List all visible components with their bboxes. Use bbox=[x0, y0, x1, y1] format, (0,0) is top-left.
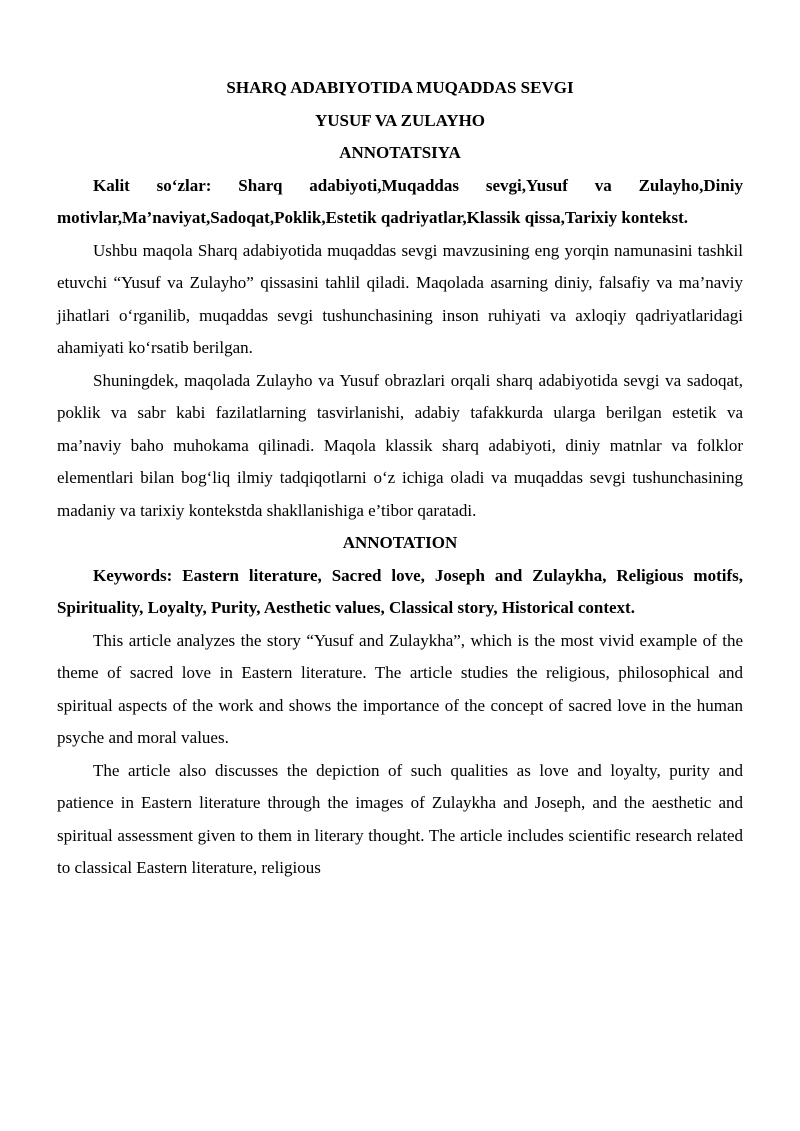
abstract-paragraph-uzbek-1: Ushbu maqola Sharq adabiyotida muqaddas sevgi mavzusining eng yorqin namunasini tashkil etuvchi “Yusuf va Zulayho” qissasini tahlil qiladi. Maqolada asarning diniy, falsafiy va ma’naviy jihatlari oʻrganilib, muqaddas sevgi tushunchasining inson ruhiyati va axloqiy qadriyatlaridagi ahamiyati koʻrsatib berilgan. bbox=[57, 240, 743, 357]
abstract-paragraph-english-1: This article analyzes the story “Yusuf and Zulaykha”, which is the most vivid example of the theme of sacred love in Eastern literature. The article studies the religious, philosophical and spiritual aspects of the work and shows the importance of the concept of sacred love in the human psyche and moral values. bbox=[57, 630, 743, 747]
abstract-paragraph-uzbek-2: Shuningdek, maqolada Zulayho va Yusuf obrazlari orqali sharq adabiyotida sevgi va sadoqat, poklik va sabr kabi fazilatlarning tasvirlanishi, adabiy tafakkurda ularga berilgan estetik va ma’naviy baho muhokama qilinadi. Maqola klassik sharq adabiyoti, diniy matnlar va folklor elementlari bilan bogʻliq ilmiy tadqiqotlarni oʻz ichiga oladi va muqaddas sevgi tushunchasining madaniy va tarixiy kontekstda shakllanishiga e’tibor qaratadi. bbox=[57, 370, 743, 520]
document-subtitle: YUSUF VA ZULAYHO bbox=[314, 110, 486, 130]
keywords-paragraph-english: Keywords: Eastern literature, Sacred love, Joseph and Zulaykha, Religious motifs, Spirituality, Loyalty, Purity, Aesthetic values, Classical story, Historical context. bbox=[57, 565, 743, 617]
keywords-paragraph-uzbek: Kalit soʻzlar: Sharq adabiyoti,Muqaddas sevgi,Yusuf va Zulayho,Diniy motivlar,Ma’naviyat,Sadoqat,Poklik,Estetik qadriyatlar,Klassik qissa,Tarixiy kontekst. bbox=[57, 175, 743, 227]
section-heading-annotation: ANNOTATION bbox=[342, 533, 458, 552]
abstract-paragraph-english-2: The article also discusses the depiction of such qualities as love and loyalty, purity and patience in Eastern literature through the images of Zulaykha and Joseph, and the aesthetic and spiritual assessment given to them in literary thought. The article includes scientific research related to classical Eastern literature, religious bbox=[57, 760, 743, 877]
section-heading-annotatsiya: ANNOTATSIYA bbox=[339, 143, 461, 162]
document-title: SHARQ ADABIYOTIDA MUQADDAS SEVGI bbox=[226, 78, 574, 97]
